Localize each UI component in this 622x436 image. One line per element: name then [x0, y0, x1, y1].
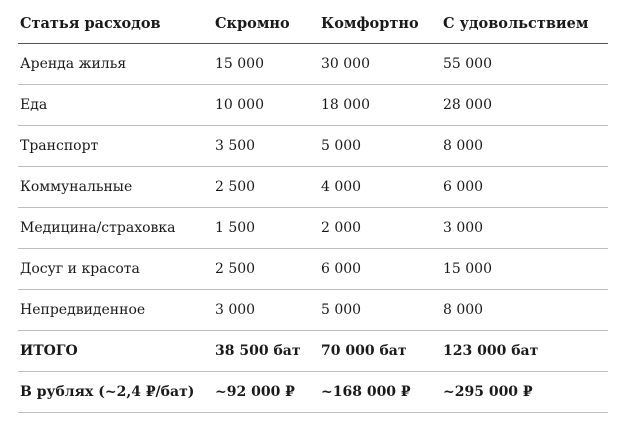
header-cell-pleasure: С удовольствием [441, 3, 608, 44]
table-row [18, 290, 608, 331]
cell-comfortable: 5 000 [319, 126, 441, 167]
row-label: ИТОГО [18, 331, 213, 372]
cell-pleasure: ~295 000 ₽ [441, 372, 608, 413]
table-row-total [18, 331, 608, 372]
row-label: Досуг и красота [18, 249, 213, 290]
cell-comfortable: 4 000 [319, 167, 441, 208]
header-cell-category: Статья расходов [18, 3, 213, 44]
header-cell-comfortable: Комфортно [319, 3, 441, 44]
table-row-rubles [18, 372, 608, 413]
cell-modest: 3 000 [213, 290, 319, 331]
cell-modest: 2 500 [213, 249, 319, 290]
row-label: Транспорт [18, 126, 213, 167]
cell-pleasure: 8 000 [441, 290, 608, 331]
cell-modest: 3 500 [213, 126, 319, 167]
cell-modest: ~92 000 ₽ [213, 372, 319, 413]
row-label: Аренда жилья [18, 44, 213, 85]
cell-pleasure: 123 000 бат [441, 331, 608, 372]
cell-modest: 15 000 [213, 44, 319, 85]
cell-pleasure: 3 000 [441, 208, 608, 249]
cell-comfortable: 2 000 [319, 208, 441, 249]
table-row [18, 167, 608, 208]
cell-modest: 38 500 бат [213, 331, 319, 372]
cell-pleasure: 15 000 [441, 249, 608, 290]
row-label: Коммунальные [18, 167, 213, 208]
cell-comfortable: 5 000 [319, 290, 441, 331]
table-row [18, 249, 608, 290]
table-row [18, 126, 608, 167]
row-label: Еда [18, 85, 213, 126]
cell-comfortable: 6 000 [319, 249, 441, 290]
cell-modest: 1 500 [213, 208, 319, 249]
table-row [18, 44, 608, 85]
table-row [18, 208, 608, 249]
cell-comfortable: ~168 000 ₽ [319, 372, 441, 413]
table-header-row [18, 3, 608, 44]
row-label: Медицина/страховка [18, 208, 213, 249]
cell-comfortable: 70 000 бат [319, 331, 441, 372]
table-row [18, 85, 608, 126]
header-cell-modest: Скромно [213, 3, 319, 44]
expense-table [18, 3, 608, 413]
cell-comfortable: 18 000 [319, 85, 441, 126]
cell-pleasure: 6 000 [441, 167, 608, 208]
cell-comfortable: 30 000 [319, 44, 441, 85]
cell-pleasure: 55 000 [441, 44, 608, 85]
row-label: Непредвиденное [18, 290, 213, 331]
row-label: В рублях (~2,4 ₽/бат) [18, 372, 213, 413]
cell-modest: 2 500 [213, 167, 319, 208]
cell-pleasure: 8 000 [441, 126, 608, 167]
cell-pleasure: 28 000 [441, 85, 608, 126]
cell-modest: 10 000 [213, 85, 319, 126]
